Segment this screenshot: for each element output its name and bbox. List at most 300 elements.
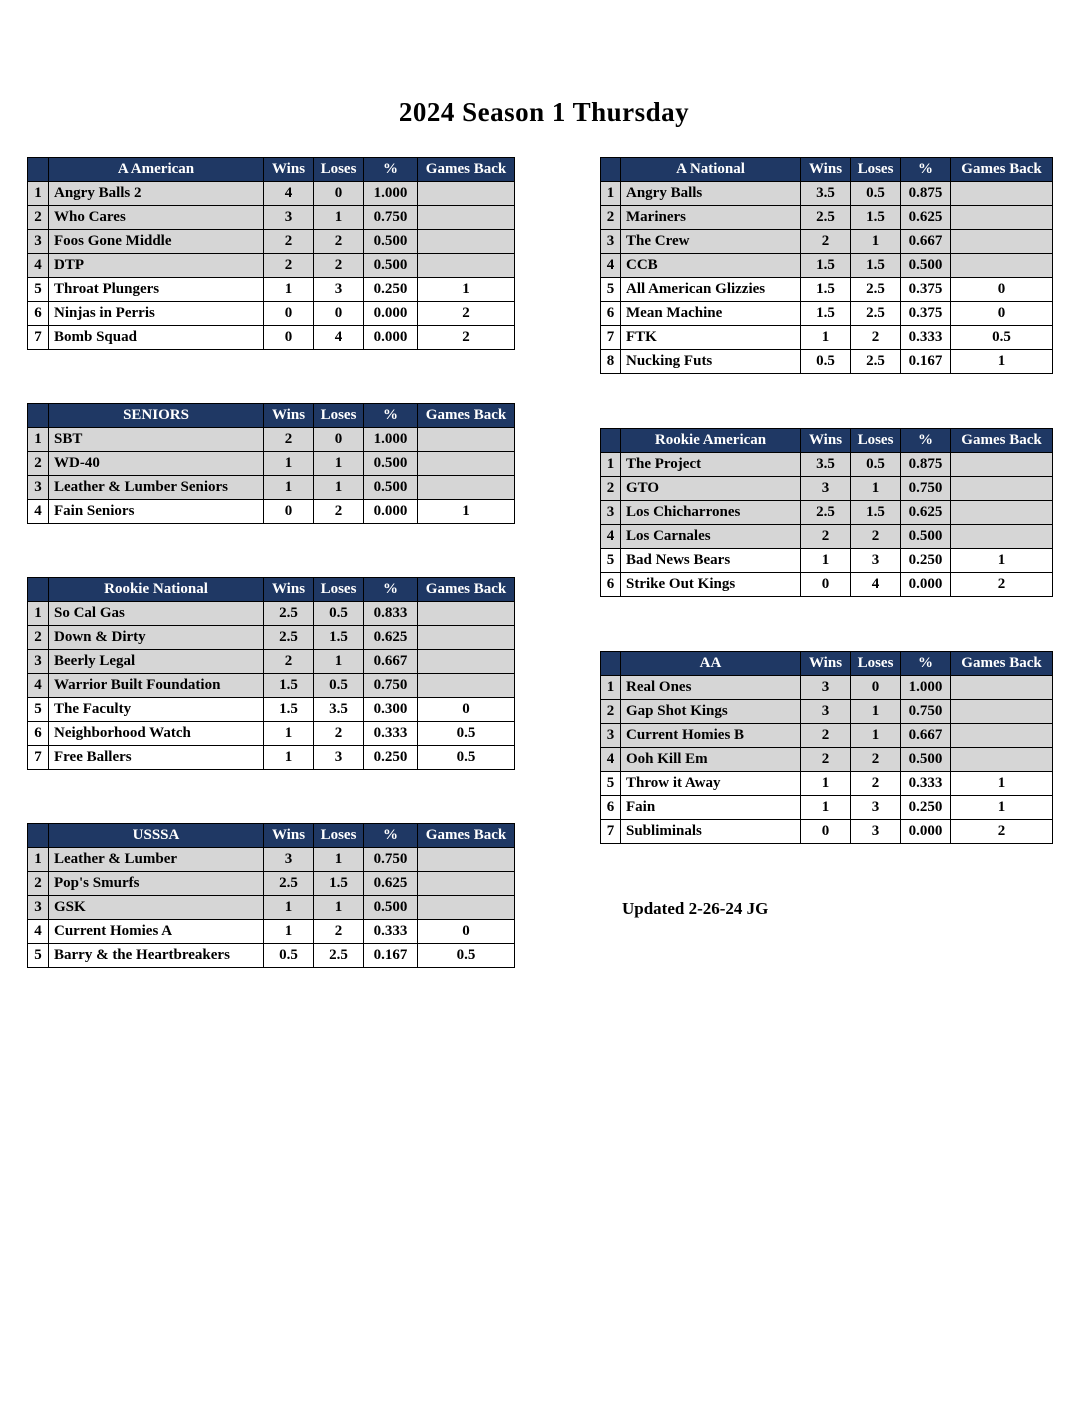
table-row [28, 302, 515, 326]
table-row [28, 206, 515, 230]
rank-cell: 5 [28, 944, 49, 968]
wins-cell: 1 [264, 722, 314, 746]
table-row [601, 724, 1053, 748]
wins-cell: 1 [264, 476, 314, 500]
table-title-cell: SENIORS [49, 404, 264, 428]
rank-cell: 6 [601, 796, 621, 820]
table-row [601, 302, 1053, 326]
pct-cell: 0.375 [901, 278, 951, 302]
loses-cell: 2 [314, 920, 364, 944]
team-name-cell: CCB [621, 254, 801, 278]
games-back-cell [418, 452, 515, 476]
games-back-cell [418, 182, 515, 206]
team-name-cell: Who Cares [49, 206, 264, 230]
table-header-row [28, 404, 515, 428]
table-row [601, 525, 1053, 549]
wins-cell: 3 [264, 848, 314, 872]
loses-header-cell: Loses [314, 578, 364, 602]
pct-cell: 0.750 [364, 206, 418, 230]
pct-header-cell: % [364, 578, 418, 602]
team-name-cell: GSK [49, 896, 264, 920]
rank-cell: 4 [28, 674, 49, 698]
team-name-cell: Mariners [621, 206, 801, 230]
team-name-cell: Current Homies B [621, 724, 801, 748]
loses-header-cell: Loses [851, 429, 901, 453]
rank-cell: 2 [601, 700, 621, 724]
wins-cell: 2 [801, 724, 851, 748]
team-name-cell: Leather & Lumber Seniors [49, 476, 264, 500]
wins-cell: 2 [264, 428, 314, 452]
table-row [601, 820, 1053, 844]
wins-cell: 0.5 [801, 350, 851, 374]
pct-cell: 0.875 [901, 182, 951, 206]
loses-cell: 3 [851, 820, 901, 844]
pct-header-cell: % [901, 158, 951, 182]
games-back-header-cell: Games Back [951, 429, 1053, 453]
table-row [28, 698, 515, 722]
games-back-cell [951, 206, 1053, 230]
rank-cell: 5 [601, 278, 621, 302]
games-back-cell: 1 [951, 796, 1053, 820]
loses-cell: 2 [314, 254, 364, 278]
table-row [28, 896, 515, 920]
games-back-cell [418, 896, 515, 920]
pct-cell: 0.667 [901, 724, 951, 748]
games-back-cell [418, 602, 515, 626]
pct-cell: 0.375 [901, 302, 951, 326]
pct-header-cell: % [364, 158, 418, 182]
wins-cell: 2.5 [264, 602, 314, 626]
table-row [28, 476, 515, 500]
rank-cell: 2 [28, 452, 49, 476]
standings-table-a-american [27, 157, 515, 350]
games-back-cell [418, 428, 515, 452]
rank-cell: 6 [601, 573, 621, 597]
rank-cell: 4 [28, 920, 49, 944]
loses-cell: 1 [314, 650, 364, 674]
team-name-cell: Real Ones [621, 676, 801, 700]
table-header-row [28, 824, 515, 848]
team-name-cell: Los Carnales [621, 525, 801, 549]
standings-table-aa [600, 651, 1053, 844]
games-back-cell [418, 206, 515, 230]
pct-cell: 0.250 [364, 278, 418, 302]
games-back-cell: 0.5 [951, 326, 1053, 350]
games-back-cell [418, 230, 515, 254]
rank-cell: 1 [28, 848, 49, 872]
pct-cell: 0.250 [364, 746, 418, 770]
games-back-cell [418, 476, 515, 500]
wins-cell: 1.5 [264, 698, 314, 722]
games-back-cell [418, 650, 515, 674]
table-title-cell: AA [621, 652, 801, 676]
wins-header-cell: Wins [264, 578, 314, 602]
games-back-cell [951, 676, 1053, 700]
table-row [28, 920, 515, 944]
games-back-cell: 0.5 [418, 722, 515, 746]
pct-cell: 0.750 [901, 700, 951, 724]
pct-cell: 1.000 [901, 676, 951, 700]
table-row [28, 428, 515, 452]
rank-cell: 3 [28, 896, 49, 920]
team-name-cell: Warrior Built Foundation [49, 674, 264, 698]
standings-table-rookie-national [27, 577, 515, 770]
wins-cell: 1.5 [264, 674, 314, 698]
games-back-cell: 1 [418, 500, 515, 524]
pct-cell: 0.625 [364, 626, 418, 650]
loses-cell: 3 [314, 746, 364, 770]
rank-cell: 4 [28, 254, 49, 278]
wins-cell: 3.5 [801, 182, 851, 206]
games-back-header-cell: Games Back [951, 652, 1053, 676]
wins-cell: 1 [801, 549, 851, 573]
loses-cell: 2.5 [851, 350, 901, 374]
loses-cell: 1.5 [851, 206, 901, 230]
table-row [601, 477, 1053, 501]
wins-cell: 1 [264, 920, 314, 944]
pct-cell: 1.000 [364, 182, 418, 206]
wins-cell: 0 [264, 302, 314, 326]
wins-cell: 3 [264, 206, 314, 230]
table-row [601, 796, 1053, 820]
rank-header-cell [28, 578, 49, 602]
games-back-cell: 1 [418, 278, 515, 302]
pct-cell: 0.000 [364, 302, 418, 326]
wins-cell: 2 [801, 525, 851, 549]
wins-header-cell: Wins [801, 158, 851, 182]
table-title-cell: A National [621, 158, 801, 182]
games-back-cell: 0.5 [418, 746, 515, 770]
wins-cell: 1.5 [801, 302, 851, 326]
games-back-cell [418, 872, 515, 896]
team-name-cell: FTK [621, 326, 801, 350]
pct-cell: 0.500 [364, 452, 418, 476]
wins-cell: 3 [801, 676, 851, 700]
rank-header-cell [601, 158, 621, 182]
team-name-cell: Bad News Bears [621, 549, 801, 573]
loses-cell: 1 [314, 848, 364, 872]
right-column [600, 157, 1052, 898]
table-row [601, 700, 1053, 724]
team-name-cell: Mean Machine [621, 302, 801, 326]
pct-cell: 0.667 [364, 650, 418, 674]
table-row [28, 278, 515, 302]
loses-cell: 0 [314, 182, 364, 206]
table-header-row [601, 652, 1053, 676]
rank-cell: 3 [28, 230, 49, 254]
rank-cell: 1 [28, 428, 49, 452]
wins-header-cell: Wins [264, 158, 314, 182]
table-row [601, 772, 1053, 796]
loses-cell: 1 [851, 700, 901, 724]
table-title-cell: Rookie National [49, 578, 264, 602]
games-back-cell [418, 848, 515, 872]
rank-cell: 8 [601, 350, 621, 374]
wins-cell: 1 [264, 896, 314, 920]
table-row [601, 278, 1053, 302]
loses-cell: 2 [851, 748, 901, 772]
table-header-row [28, 578, 515, 602]
pct-cell: 0.625 [364, 872, 418, 896]
games-back-header-cell: Games Back [418, 824, 515, 848]
table-row [601, 501, 1053, 525]
games-back-cell [951, 525, 1053, 549]
table-header-row [28, 158, 515, 182]
table-row [28, 650, 515, 674]
loses-cell: 2 [314, 230, 364, 254]
team-name-cell: Throw it Away [621, 772, 801, 796]
games-back-cell [418, 626, 515, 650]
rank-cell: 3 [601, 724, 621, 748]
loses-cell: 1.5 [314, 872, 364, 896]
team-name-cell: Down & Dirty [49, 626, 264, 650]
loses-cell: 0 [314, 302, 364, 326]
loses-cell: 2 [314, 722, 364, 746]
loses-header-cell: Loses [851, 652, 901, 676]
pct-cell: 0.167 [901, 350, 951, 374]
loses-cell: 1 [851, 477, 901, 501]
wins-cell: 0 [264, 326, 314, 350]
team-name-cell: Pop's Smurfs [49, 872, 264, 896]
rank-cell: 2 [601, 206, 621, 230]
table-row [28, 254, 515, 278]
wins-cell: 3.5 [801, 453, 851, 477]
pct-cell: 0.000 [901, 820, 951, 844]
pct-header-cell: % [901, 652, 951, 676]
wins-cell: 2 [264, 230, 314, 254]
pct-cell: 0.833 [364, 602, 418, 626]
games-back-cell [951, 700, 1053, 724]
table-title-cell: A American [49, 158, 264, 182]
team-name-cell: Ooh Kill Em [621, 748, 801, 772]
rank-cell: 3 [28, 650, 49, 674]
table-row [601, 350, 1053, 374]
loses-cell: 1.5 [314, 626, 364, 650]
table-row [28, 944, 515, 968]
loses-cell: 1 [314, 896, 364, 920]
table-row [28, 722, 515, 746]
pct-cell: 0.500 [364, 230, 418, 254]
games-back-cell [951, 230, 1053, 254]
loses-cell: 2.5 [851, 278, 901, 302]
table-row [601, 676, 1053, 700]
page-title: 2024 Season 1 Thursday [398, 97, 690, 127]
rank-cell: 5 [601, 772, 621, 796]
pct-cell: 0.625 [901, 206, 951, 230]
games-back-cell: 1 [951, 772, 1053, 796]
table-row [28, 452, 515, 476]
table-row [28, 182, 515, 206]
pct-cell: 0.333 [364, 722, 418, 746]
standings-table-rookie-american [600, 428, 1053, 597]
team-name-cell: Subliminals [621, 820, 801, 844]
table-row [28, 602, 515, 626]
loses-header-cell: Loses [851, 158, 901, 182]
games-back-cell [951, 501, 1053, 525]
pct-cell: 0.500 [901, 525, 951, 549]
loses-cell: 3 [314, 278, 364, 302]
standings-table-a-national [600, 157, 1053, 374]
pct-cell: 0.333 [364, 920, 418, 944]
games-back-cell: 2 [951, 573, 1053, 597]
pct-cell: 0.500 [364, 896, 418, 920]
games-back-cell [951, 182, 1053, 206]
rank-cell: 1 [28, 182, 49, 206]
rank-cell: 2 [28, 872, 49, 896]
wins-cell: 2.5 [264, 626, 314, 650]
loses-cell: 0.5 [314, 602, 364, 626]
wins-cell: 1.5 [801, 278, 851, 302]
team-name-cell: Free Ballers [49, 746, 264, 770]
table-title-cell: Rookie American [621, 429, 801, 453]
team-name-cell: Leather & Lumber [49, 848, 264, 872]
team-name-cell: Current Homies A [49, 920, 264, 944]
loses-cell: 4 [314, 326, 364, 350]
rank-header-cell [601, 429, 621, 453]
rank-cell: 6 [28, 722, 49, 746]
games-back-cell [951, 453, 1053, 477]
team-name-cell: Angry Balls 2 [49, 182, 264, 206]
games-back-cell [951, 748, 1053, 772]
rank-cell: 5 [28, 698, 49, 722]
wins-cell: 1 [264, 746, 314, 770]
pct-header-cell: % [364, 404, 418, 428]
team-name-cell: Beerly Legal [49, 650, 264, 674]
table-row [28, 500, 515, 524]
rank-cell: 4 [28, 500, 49, 524]
games-back-cell: 0 [418, 920, 515, 944]
table-row [601, 326, 1053, 350]
wins-cell: 3 [801, 700, 851, 724]
loses-cell: 1 [314, 206, 364, 230]
rank-cell: 7 [28, 326, 49, 350]
loses-cell: 1 [851, 230, 901, 254]
rank-cell: 3 [601, 501, 621, 525]
wins-cell: 1 [801, 326, 851, 350]
pct-cell: 0.000 [364, 500, 418, 524]
team-name-cell: All American Glizzies [621, 278, 801, 302]
table-row [601, 748, 1053, 772]
wins-cell: 1 [801, 796, 851, 820]
wins-header-cell: Wins [801, 652, 851, 676]
pct-cell: 0.500 [901, 748, 951, 772]
table-title-cell: USSSA [49, 824, 264, 848]
loses-cell: 0.5 [851, 182, 901, 206]
wins-cell: 0 [801, 820, 851, 844]
loses-cell: 1.5 [851, 254, 901, 278]
loses-cell: 0.5 [314, 674, 364, 698]
pct-cell: 0.500 [901, 254, 951, 278]
games-back-cell: 0 [951, 302, 1053, 326]
team-name-cell: Ninjas in Perris [49, 302, 264, 326]
wins-cell: 0 [264, 500, 314, 524]
rank-cell: 4 [601, 748, 621, 772]
pct-cell: 0.625 [901, 501, 951, 525]
pct-cell: 0.300 [364, 698, 418, 722]
games-back-cell: 0.5 [418, 944, 515, 968]
rank-header-cell [28, 404, 49, 428]
loses-cell: 2.5 [851, 302, 901, 326]
rank-cell: 4 [601, 254, 621, 278]
table-header-row [601, 429, 1053, 453]
loses-header-cell: Loses [314, 404, 364, 428]
pct-cell: 0.750 [364, 674, 418, 698]
games-back-cell [418, 254, 515, 278]
games-back-cell: 0 [951, 278, 1053, 302]
pct-header-cell: % [364, 824, 418, 848]
team-name-cell: So Cal Gas [49, 602, 264, 626]
team-name-cell: Nucking Futs [621, 350, 801, 374]
pct-cell: 0.000 [364, 326, 418, 350]
games-back-cell: 2 [418, 326, 515, 350]
team-name-cell: Fain [621, 796, 801, 820]
pct-cell: 0.167 [364, 944, 418, 968]
wins-header-cell: Wins [264, 824, 314, 848]
team-name-cell: Fain Seniors [49, 500, 264, 524]
rank-cell: 7 [601, 326, 621, 350]
table-row [28, 230, 515, 254]
pct-cell: 0.250 [901, 796, 951, 820]
loses-cell: 0.5 [851, 453, 901, 477]
pct-cell: 1.000 [364, 428, 418, 452]
team-name-cell: Bomb Squad [49, 326, 264, 350]
rank-header-cell [28, 158, 49, 182]
table-row [601, 549, 1053, 573]
wins-cell: 1.5 [801, 254, 851, 278]
rank-cell: 4 [601, 525, 621, 549]
team-name-cell: Gap Shot Kings [621, 700, 801, 724]
loses-cell: 3 [851, 796, 901, 820]
games-back-cell [951, 724, 1053, 748]
rank-cell: 6 [28, 302, 49, 326]
wins-cell: 2 [801, 748, 851, 772]
wins-cell: 4 [264, 182, 314, 206]
loses-cell: 1 [851, 724, 901, 748]
team-name-cell: Strike Out Kings [621, 573, 801, 597]
team-name-cell: SBT [49, 428, 264, 452]
wins-cell: 1 [264, 278, 314, 302]
rank-cell: 5 [601, 549, 621, 573]
team-name-cell: DTP [49, 254, 264, 278]
wins-cell: 2 [801, 230, 851, 254]
games-back-cell [951, 254, 1053, 278]
rank-header-cell [601, 652, 621, 676]
games-back-cell: 1 [951, 549, 1053, 573]
games-back-cell: 1 [951, 350, 1053, 374]
table-row [601, 182, 1053, 206]
table-row [601, 453, 1053, 477]
table-row [601, 573, 1053, 597]
team-name-cell: GTO [621, 477, 801, 501]
rank-cell: 3 [601, 230, 621, 254]
loses-cell: 3.5 [314, 698, 364, 722]
wins-cell: 0 [801, 573, 851, 597]
table-row [601, 254, 1053, 278]
standings-table-seniors [27, 403, 515, 524]
standings-table-usssa [27, 823, 515, 968]
loses-cell: 4 [851, 573, 901, 597]
rank-cell: 1 [601, 676, 621, 700]
loses-cell: 1.5 [851, 501, 901, 525]
games-back-header-cell: Games Back [418, 404, 515, 428]
rank-cell: 7 [28, 746, 49, 770]
pct-cell: 0.750 [364, 848, 418, 872]
pct-cell: 0.333 [901, 772, 951, 796]
loses-cell: 1 [314, 476, 364, 500]
rank-cell: 3 [28, 476, 49, 500]
team-name-cell: WD-40 [49, 452, 264, 476]
loses-cell: 2 [851, 772, 901, 796]
